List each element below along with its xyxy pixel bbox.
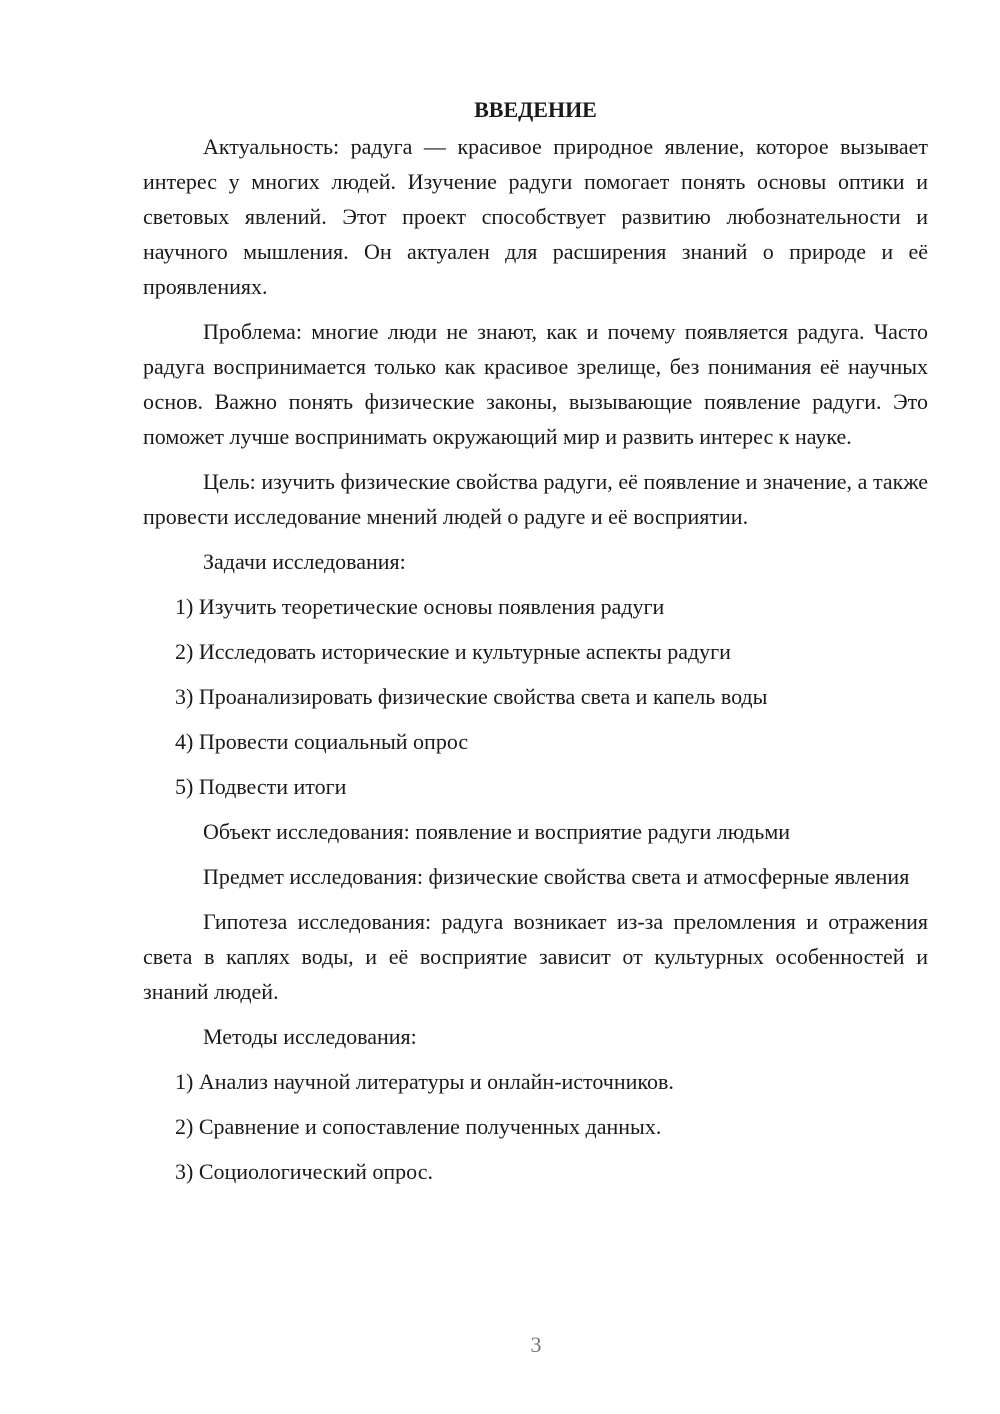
tasks-heading: Задачи исследования: — [203, 549, 406, 574]
page-number: 3 — [530, 1332, 542, 1357]
methods-heading: Методы исследования: — [203, 1024, 417, 1049]
page-content — [143, 92, 928, 1199]
task-item: 2) Исследовать исторические и культурные аспекты радуги — [175, 639, 731, 664]
task-item: 4) Провести социальный опрос — [175, 729, 469, 754]
method-item: 3) Социологический опрос. — [175, 1159, 433, 1184]
method-item: 1) Анализ научной литературы и онлайн-источников. — [175, 1069, 674, 1094]
method-item: 2) Сравнение и сопоставление полученных данных. — [175, 1114, 662, 1139]
hypothesis-paragraph: Гипотеза исследования: радуга возникает из-за преломления и отражения света в каплях воды, и её восприятие зависит от культурных особенностей и знаний людей. — [143, 909, 928, 1004]
task-item: 3) Проанализировать физические свойства света и капель воды — [175, 684, 768, 709]
problem-paragraph: Проблема: многие люди не знают, как и почему появляется радуга. Часто радуга воспринимается только как красивое зрелище, без понимания её научных основ. Важно понять физические законы, вызывающие появление радуги. Это поможет лучше воспринимать окружающий мир и развить интерес к науке. — [143, 319, 928, 449]
section-title: ВВЕДЕНИЕ — [474, 97, 597, 122]
goal-paragraph: Цель: изучить физические свойства радуги, её появление и значение, а также провести исследование мнений людей о радуге и её восприятии. — [143, 469, 928, 529]
task-item: 5) Подвести итоги — [175, 774, 347, 799]
subject-paragraph: Предмет исследования: физические свойства света и атмосферные явления — [203, 864, 910, 889]
object-paragraph: Объект исследования: появление и восприятие радуги людьми — [203, 819, 791, 844]
task-item: 1) Изучить теоретические основы появления радуги — [175, 594, 665, 619]
relevance-paragraph: Актуальность: радуга — красивое природное явление, которое вызывает интерес у многих людей. Изучение радуги помогает понять основы оптики и световых явлений. Этот проект способствует развитию любознательности и научного мышления. Он актуален для расширения знаний о природе и её проявлениях. — [143, 134, 928, 299]
